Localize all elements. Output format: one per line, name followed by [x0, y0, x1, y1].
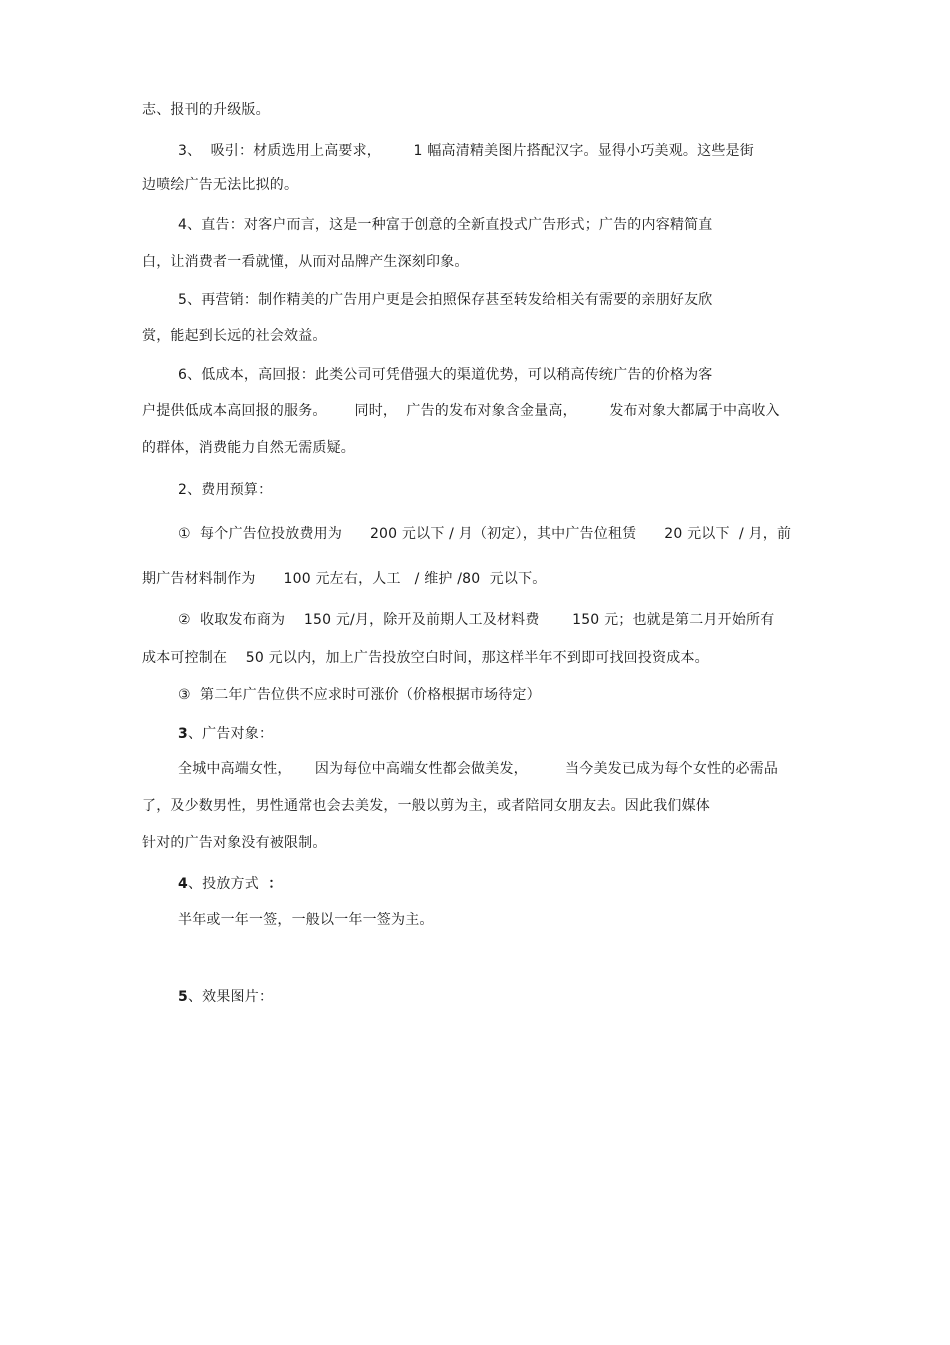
audience-heading-number: 3	[178, 726, 188, 742]
budget-heading: 2、费用预算：	[178, 482, 273, 498]
point4-line1: 4、直告：对客户而言，这是一种富于创意的全新直投式广告形式；广告的内容精简直	[178, 217, 713, 233]
audience-heading	[178, 725, 273, 743]
intro-line: 志、报刊的升级版。	[142, 102, 270, 118]
budget-item1-line2: 期广告材料制作为 100 元左右，人工 / 维护 /80 元以下。	[142, 571, 547, 587]
effect-heading-number: 5	[178, 989, 188, 1005]
point6-line2: 户提供低成本高回报的服务。 同时， 广告的发布对象含金量高， 发布对象大都属于中高收入	[142, 403, 780, 419]
point3-line2: 边喷绘广告无法比拟的。	[142, 177, 299, 193]
point6-line1: 6、低成本，高回报：此类公司可凭借强大的渠道优势，可以稍高传统广告的价格为客	[178, 367, 713, 383]
audience-line3: 针对的广告对象没有被限制。	[142, 835, 327, 851]
placement-line1: 半年或一年一签，一般以一年一签为主。	[178, 912, 434, 928]
effect-heading-text: 、效果图片：	[187, 989, 274, 1005]
placement-heading	[178, 875, 282, 893]
placement-heading-colon: ：	[268, 876, 283, 892]
point3-line1: 3、 吸引：材质选用上高要求， 1 幅高清精美图片搭配汉字。显得小巧美观。这些是街	[178, 143, 754, 159]
placement-heading-number: 4	[178, 876, 188, 892]
audience-line2: 了，及少数男性，男性通常也会去美发，一般以剪为主，或者陪同女朋友去。因此我们媒体	[142, 798, 710, 814]
budget-item2-line2: 成本可控制在 50 元以内，加上广告投放空白时间，那这样半年不到即可找回投资成本。	[142, 650, 709, 666]
budget-item2-line1: ② 收取发布商为 150 元/月，除开及前期人工及材料费 150 元；也就是第二月开始所有	[178, 612, 775, 628]
point6-line3: 的群体，消费能力自然无需质疑。	[142, 440, 355, 456]
budget-item3-line1: ③ 第二年广告位供不应求时可涨价（价格根据市场待定）	[178, 687, 541, 703]
budget-item1-line1: ① 每个广告位投放费用为 200 元以下 / 月（初定），其中广告位租赁 20 元以下 / 月，前	[178, 526, 792, 542]
audience-line1: 全城中高端女性， 因为每位中高端女性都会做美发， 当今美发已成为每个女性的必需品	[178, 761, 779, 777]
placement-heading-text: 、投放方式	[187, 876, 269, 892]
point5-line2: 赏，能起到长远的社会效益。	[142, 328, 327, 344]
audience-heading-text: 、广告对象：	[187, 726, 274, 742]
effect-heading	[178, 988, 273, 1006]
point5-line1: 5、再营销：制作精美的广告用户更是会拍照保存甚至转发给相关有需要的亲朋好友欣	[178, 292, 713, 308]
point4-line2: 白，让消费者一看就懂，从而对品牌产生深刻印象。	[142, 254, 469, 270]
